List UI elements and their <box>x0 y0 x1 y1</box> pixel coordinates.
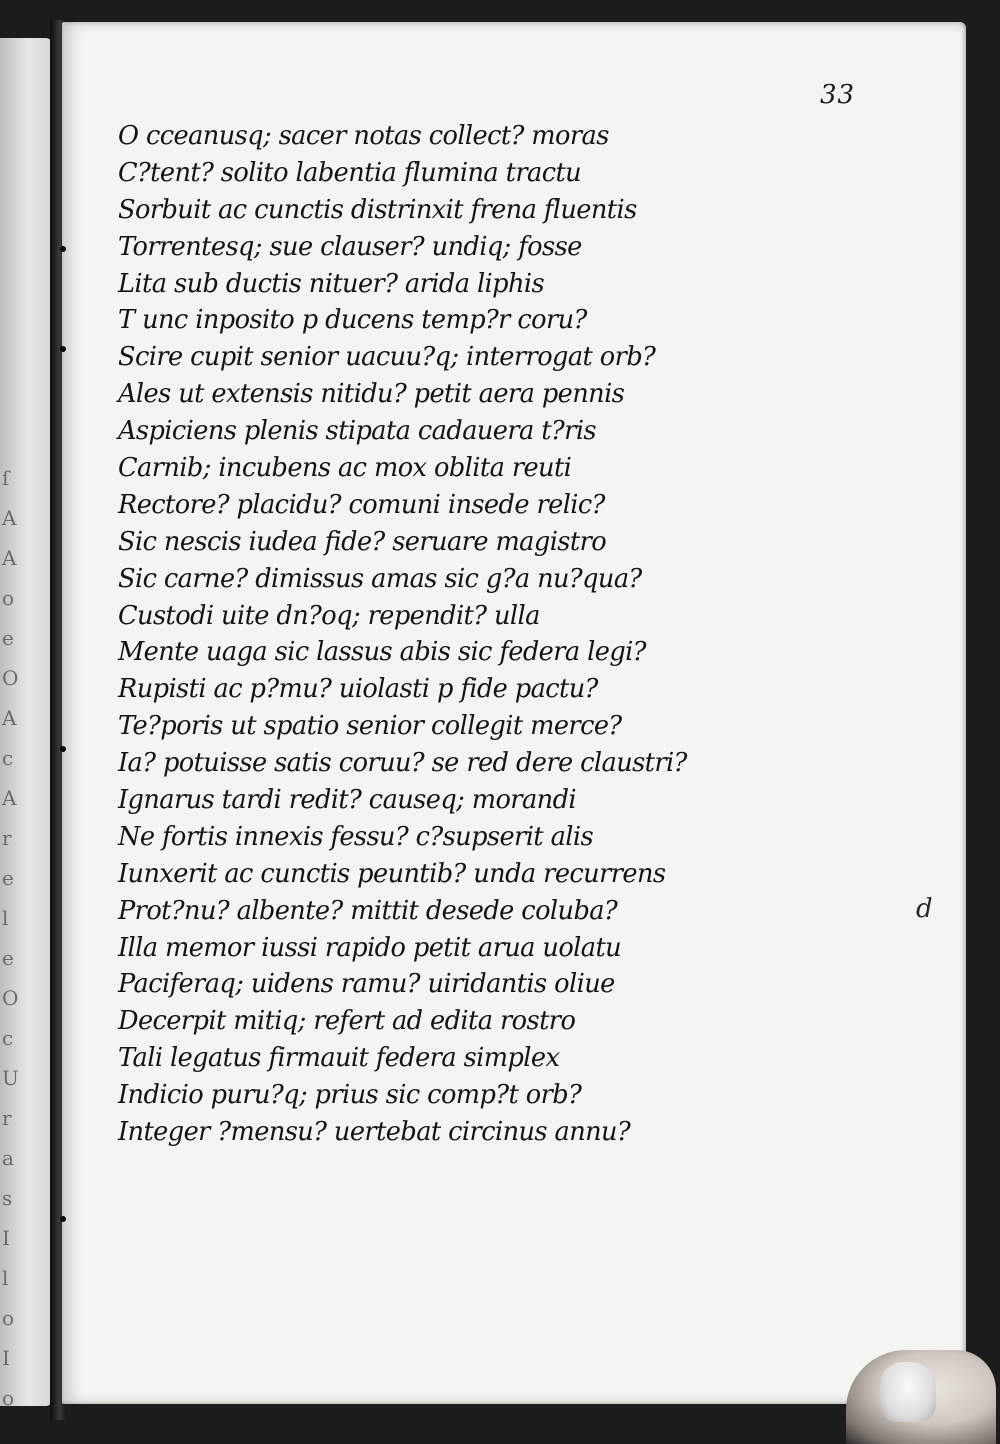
facing-page-edge <box>0 38 52 1410</box>
marginal-note: d <box>916 894 933 924</box>
verse-line: Decerpit mitiq; refert ad edita rostro <box>118 1006 576 1037</box>
verse-line: Paciferaq; uidens ramu? uiridantis oliue <box>118 969 615 1000</box>
verse-line: Mente uaga sic lassus abis sic federa legi? <box>118 637 646 668</box>
verse-line: Indicio puru?q; prius sic comp?t orb? <box>118 1080 582 1111</box>
verse-line: T unc inposito p ducens temp?r coru? <box>118 305 587 336</box>
verse-line: Carnib; incubens ac mox oblita reuti <box>118 453 572 484</box>
verse-line: Sic nescis iudea fide? seruare magistro <box>118 526 607 557</box>
verse-line: Ignarus tardi redit? causeq; morandi <box>118 785 577 816</box>
folio-number: 33 <box>820 80 856 110</box>
verse-line: Te?poris ut spatio senior collegit merce? <box>118 711 622 742</box>
binding-stitch <box>60 246 66 252</box>
binding-stitch <box>60 746 66 752</box>
verse-line: Scire cupit senior uacuu?q; interrogat orb? <box>118 342 656 373</box>
verse-line: Ales ut extensis nitidu? petit aera pennis <box>118 379 625 410</box>
verse-line: O cceanusq; sacer notas collect? moras <box>118 121 609 151</box>
facing-page-bleed-text: ſ A A o e O A c A r e l e O c U r a s I l o I o <box>2 466 19 1410</box>
verse-text-block <box>118 118 818 1151</box>
verse-line: Prot?nu? albente? mittit desede coluba? <box>118 895 618 926</box>
verse-line: Custodi uite dn?oq; rependit? ulla <box>118 600 540 631</box>
verse-line: Aspiciens plenis stipata cadauera t?ris <box>118 416 596 447</box>
verse-line: Tali legatus firmauit federa simplex <box>118 1043 560 1074</box>
binding-stitch <box>60 1216 66 1222</box>
verse-line: Illa memor iussi rapido petit arua uolatu <box>118 932 622 963</box>
thumbnail-nail <box>880 1362 936 1422</box>
verse-line: Lita sub ductis nituer? arida liphis <box>118 268 545 299</box>
verse-line: Ne fortis innexis fessu? c?supserit alis <box>118 821 594 852</box>
verse-line: Integer ?mensu? uertebat circinus annu? <box>118 1117 631 1148</box>
binding-stitch <box>60 346 66 352</box>
verse-line: Torrentesq; sue clauser? undiq; fosse <box>118 231 582 262</box>
verse-line: C?tent? solito labentia flumina tractu <box>118 157 582 188</box>
verse-line: Rectore? placidu? comuni insede relic? <box>118 489 605 520</box>
verse-line: Ia? potuisse satis coruu? se red dere claustri? <box>118 748 687 779</box>
verse-line: Iunxerit ac cunctis peuntib? unda recurrens <box>118 858 666 889</box>
verse-line: Rupisti ac p?mu? uiolasti p fide pactu? <box>118 674 598 705</box>
verse-line: Sorbuit ac cunctis distrinxit frena fluentis <box>118 194 637 225</box>
verse-line: Sic carne? dimissus amas sic g?a nu?qua? <box>118 563 642 594</box>
